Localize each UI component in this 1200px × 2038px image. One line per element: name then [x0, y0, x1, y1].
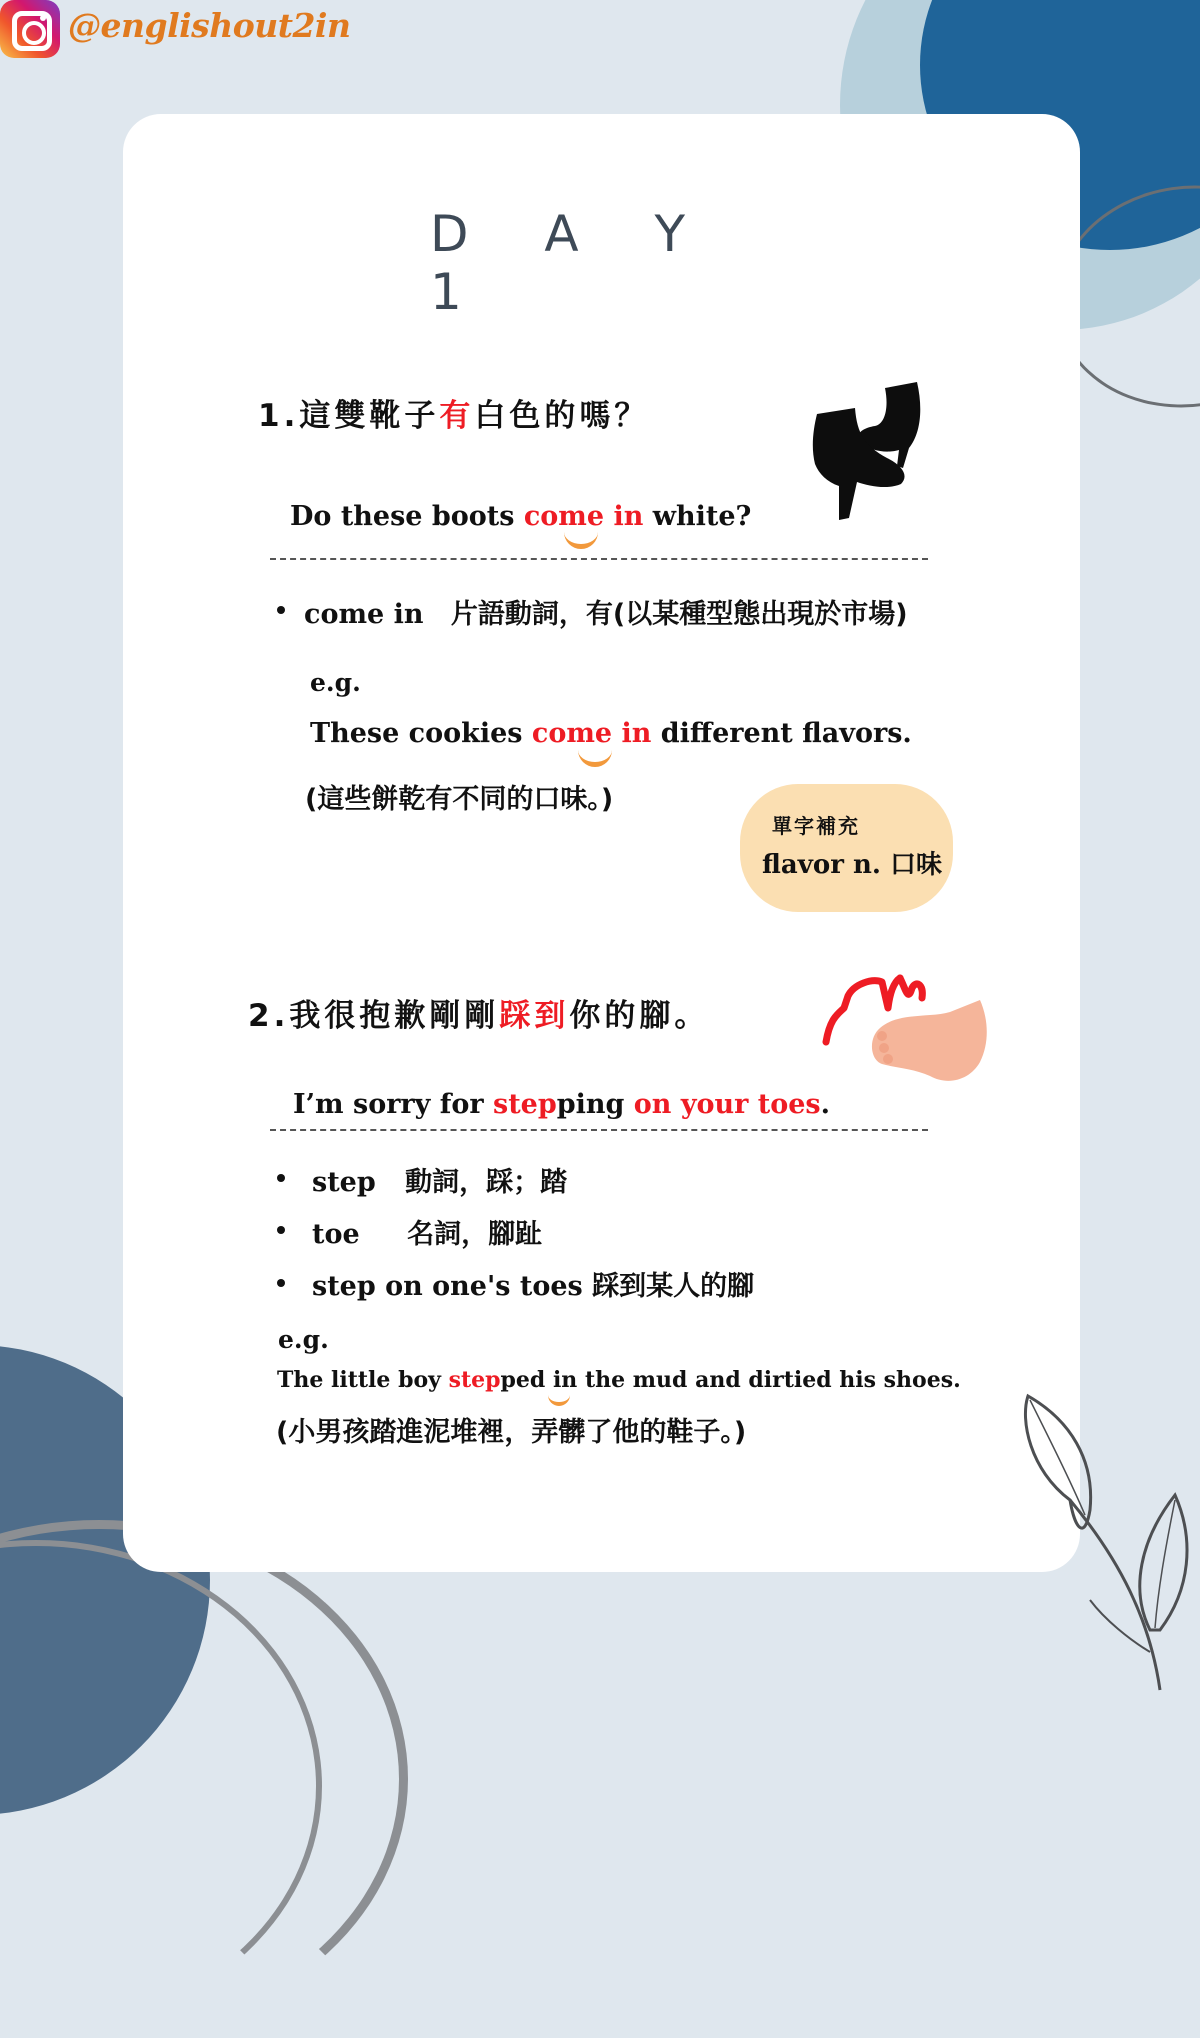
divider — [270, 558, 928, 560]
eg-1-translation: (這些餅乾有不同的口味。) — [305, 784, 614, 815]
sentence-2-post: . — [820, 1089, 831, 1120]
question-1 — [258, 390, 649, 435]
eg-1-pre: These cookies — [310, 718, 532, 749]
eg-2-translation: (小男孩踏進泥堆裡，弄髒了他的鞋子。) — [276, 1417, 747, 1448]
bullet-toe — [312, 1212, 542, 1251]
example-sentence-1b — [310, 718, 912, 749]
question-2-prefix: 2.我很抱歉剛剛 — [248, 998, 500, 1034]
instagram-handle: @englishout2in — [68, 6, 351, 45]
question-1-highlight: 有 — [439, 398, 475, 434]
eg-1-post: different flavors. — [651, 718, 912, 749]
bullet-definition: 片語動詞，有(以某種型態出現於市場) — [450, 599, 908, 630]
bullet-term: toe — [312, 1219, 360, 1250]
eg-label: e.g. — [278, 1325, 329, 1354]
bullet-definition: 名詞，腳趾 — [407, 1219, 543, 1250]
question-1-suffix: 白色的嗎？ — [474, 398, 650, 434]
eg-2-post: ped in the mud and dirtied his shoes. — [500, 1367, 961, 1393]
instagram-icon — [0, 0, 60, 58]
question-2-suffix: 你的腳。 — [569, 998, 710, 1034]
bullet-come-in — [304, 592, 908, 631]
sentence-1-highlight: come in — [523, 501, 644, 532]
sentence-2-pre: I’m sorry for — [293, 1089, 493, 1120]
bullet-icon — [277, 606, 285, 614]
boots-illustration — [805, 378, 965, 528]
foot-illustration — [820, 972, 995, 1092]
sentence-2-highlight-2: on your toes — [633, 1089, 821, 1120]
sentence-1-pre: Do these boots — [290, 501, 524, 532]
bullet-icon — [277, 1174, 285, 1182]
bullet-step — [312, 1160, 567, 1199]
sentence-1-post: white? — [643, 501, 752, 532]
divider — [270, 1129, 928, 1131]
bullet-term: step — [312, 1167, 376, 1198]
vocab-title: 單字補充 — [772, 814, 860, 838]
bullet-icon — [277, 1226, 285, 1234]
bullet-step-on-toes — [312, 1264, 754, 1303]
bullet-definition: 動詞，踩；踏 — [405, 1167, 568, 1198]
eg-label: e.g. — [310, 668, 361, 697]
eg-2-highlight: step — [448, 1367, 501, 1393]
bullet-definition: 踩到某人的腳 — [592, 1271, 755, 1302]
question-1-prefix: 1.這雙靴子 — [258, 398, 440, 434]
example-sentence-2 — [293, 1089, 830, 1120]
page-title: D A Y 1 — [430, 205, 716, 321]
question-2 — [248, 990, 709, 1035]
eg-1-highlight: come in — [531, 718, 652, 749]
sentence-2-mid: ping — [556, 1089, 634, 1120]
eg-2-pre: The little boy — [277, 1367, 449, 1393]
sentence-2-highlight-1: step — [493, 1089, 557, 1120]
question-2-highlight: 踩到 — [499, 998, 570, 1034]
example-sentence-1 — [290, 501, 751, 532]
bullet-term: come in — [304, 599, 424, 630]
vocab-text: flavor n. 口味 — [762, 850, 942, 880]
bullet-term: step on one's toes — [312, 1271, 583, 1302]
bullet-icon — [277, 1279, 285, 1287]
leaf-icon — [1010, 1390, 1200, 1694]
example-sentence-2b — [277, 1367, 961, 1393]
